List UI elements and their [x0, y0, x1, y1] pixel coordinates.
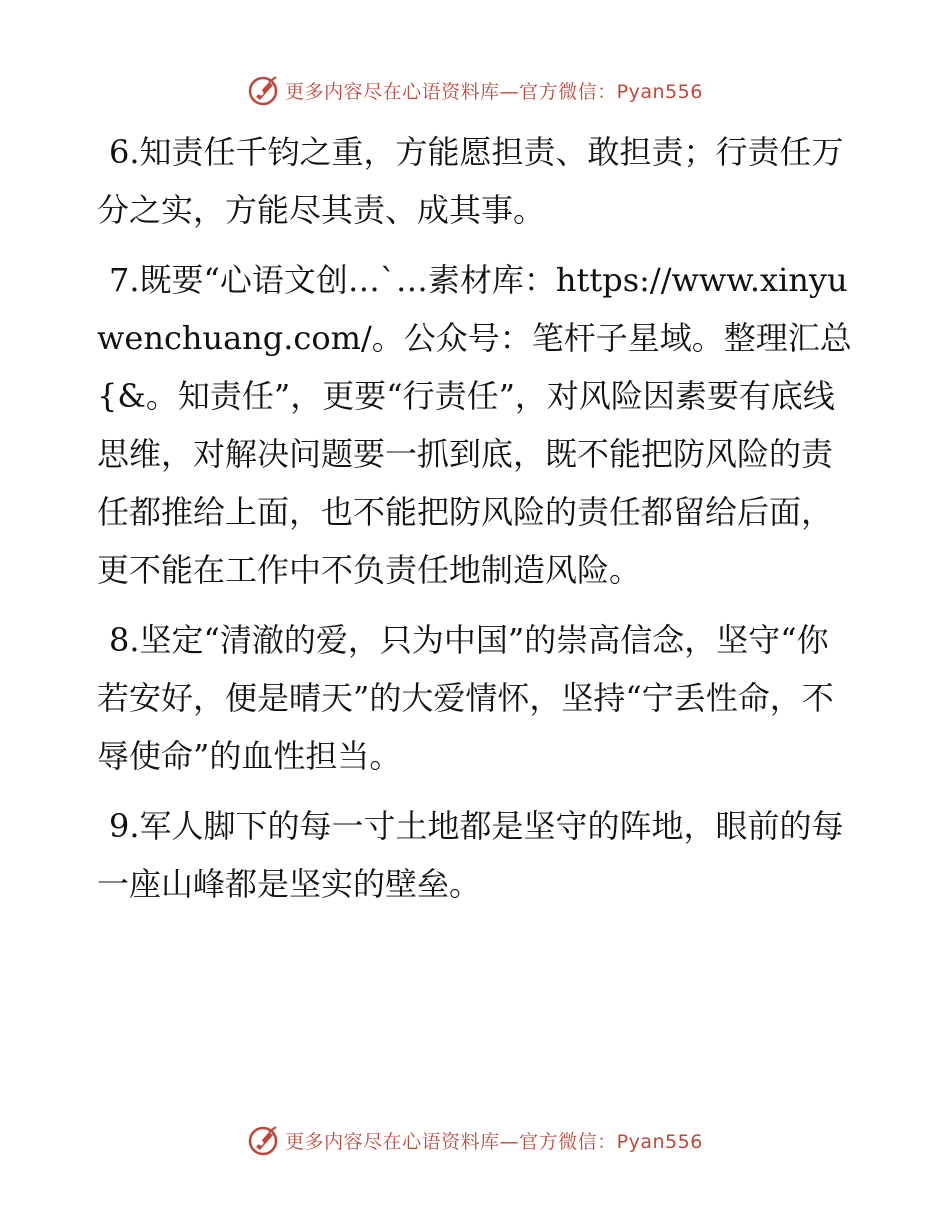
item-number: 6. — [109, 133, 140, 171]
document-body — [97, 123, 857, 925]
item-text: 既要“心语文创…`…素材库：https://www.xinyuwenchuang.com/。公众号：笔杆子星域。整理汇总{&。知责任”，更要“行责任”，对风险因素要有底线思维，对解决问题要一抓到底，既不能把防风险的责任都推给上面，也不能把防风险的责任都留给后面，更不能在工作中不负责任地制造风险。 — [97, 261, 852, 589]
item-text: 知责任千钧之重，方能愿担责、敢担责；行责任万分之实，方能尽其责、成其事。 — [97, 133, 844, 229]
item-number: 7. — [109, 261, 140, 299]
item-number: 8. — [109, 621, 140, 659]
list-item — [97, 123, 857, 239]
item-number: 9. — [109, 807, 140, 845]
pen-circle-logo-icon — [247, 1123, 281, 1157]
watermark-text: 更多内容尽在心语资料库—官方微信：Pyan556 — [285, 1130, 703, 1153]
watermark-text: 更多内容尽在心语资料库—官方微信：Pyan556 — [285, 80, 703, 103]
list-item — [97, 797, 857, 913]
list-item — [97, 611, 857, 785]
header-watermark — [0, 70, 950, 110]
item-text: 军人脚下的每一寸土地都是坚守的阵地，眼前的每一座山峰都是坚实的壁垒。 — [97, 807, 844, 903]
item-text: 坚定“清澈的爱，只为中国”的崇高信念，坚守“你若安好，便是晴天”的大爱情怀，坚持“宁丢性命，不辱使命”的血性担当。 — [97, 621, 834, 775]
pen-circle-logo-icon — [247, 73, 281, 107]
list-item — [97, 251, 857, 599]
footer-watermark — [0, 1120, 950, 1160]
